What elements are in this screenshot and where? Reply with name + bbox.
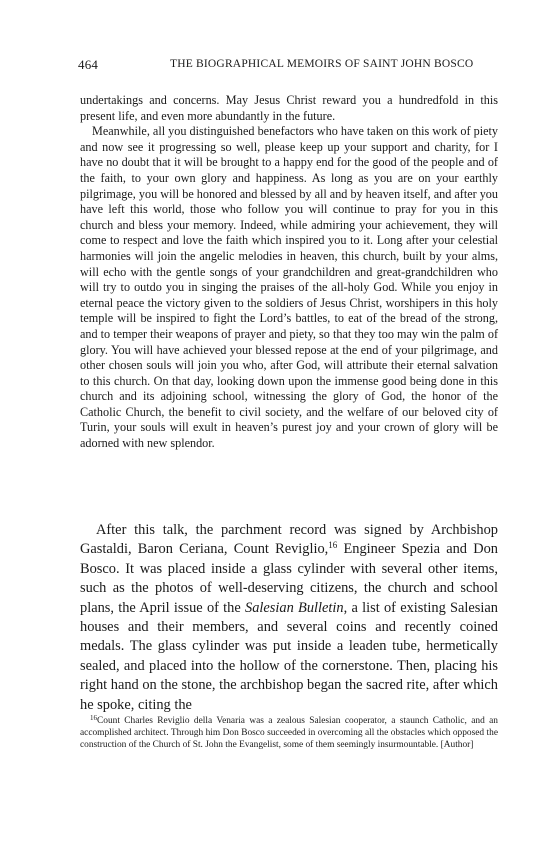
quoted-speech-block [80,93,498,452]
running-title: THE BIOGRAPHICAL MEMOIRS OF SAINT JOHN BOSCO [170,58,474,70]
body-paragraph [80,521,498,715]
page-number: 464 [78,57,99,72]
body-text-part-1: After this talk, the parchment record was signed by Archbishop Gastaldi, Baron Ceriana, Count Reviglio, [80,522,498,558]
body-text [80,521,498,715]
body-text-part-2: Engineer Spezia and Don Bosco. It was placed inside a glass cylinder with several other items, such as the photos of well-deserving citizens, the church and school plans, the April issue of the [80,541,498,616]
running-header [78,57,498,73]
footnote-reference[interactable]: 16 [328,540,338,551]
footnote-number: 16 [90,714,97,722]
footnote-text: Count Charles Reviglio della Venaria was a zealous Salesian cooperator, a staunch Catholic, and an accomplished architect. Through him Don Bosco succeeded in overcoming all the obstacles which opposed the construction of the Church of St. John the Evangelist, some of them seemingly insurmountable. [Author] [80,716,498,751]
footnote [80,715,498,752]
publication-title: Salesian Bulletin [245,599,344,616]
quote-paragraph-2: Meanwhile, all you distinguished benefactors who have taken on this work of piety and now see it progressing so well, please keep up your support and charity, for I have no doubt that it will be brought to a happy end for the good of the people and of the faith, to your own glory and happiness. As long as you are on your earthly pilgrimage, you will be honored and blessed by all and by heaven itself, and after you have left this world, those who follow you will continue to pray for you in this church and bless your memory. Indeed, while admiring your achievement, they will come to respect and love the faith which inspired you to it. Long after your celestial harmonies will join the angelic melodies in heaven, this church, built by your alms, will echo with the gentle songs of your grandchildren and great-grandchildren who will try to outdo you in singing the praises of the all-holy God. While you enjoy in eternal peace the victory given to the soldiers of Jesus Christ, worshipers in this holy temple will be inspired to fight the Lord’s battles, to eat of the bread of the strong, and to temper their weapons of prayer and piety, so that they too may win the palm of glory. You will have achieved your blessed repose at the end of your pilgrimage, and other chosen souls will join you who, after God, will attribute their eternal salvation to this church. On that day, looking down upon the immense good being done in this church and its adjoining school, witnessing the glory of God, the honor of the Catholic Church, the benefit to civil society, and the welfare of our beloved city of Turin, your souls will exult in heaven’s purest joy and your crown of glory will be adorned with new splendor. [80,124,498,451]
footnote-paragraph [80,715,498,752]
body-text-part-3: , a list of existing Salesian houses and their members, and several coins and recently coined medals. The glass cylinder was put inside a leaden tube, hermetically sealed, and placed into the hollow of the cornerstone. Then, placing his right hand on the stone, the archbishop began the sacred rite, after which he spoke, citing the [80,599,498,713]
quote-paragraph-1: undertakings and concerns. May Jesus Christ reward you a hundredfold in this present life, and even more abundantly in the future. [80,93,498,123]
